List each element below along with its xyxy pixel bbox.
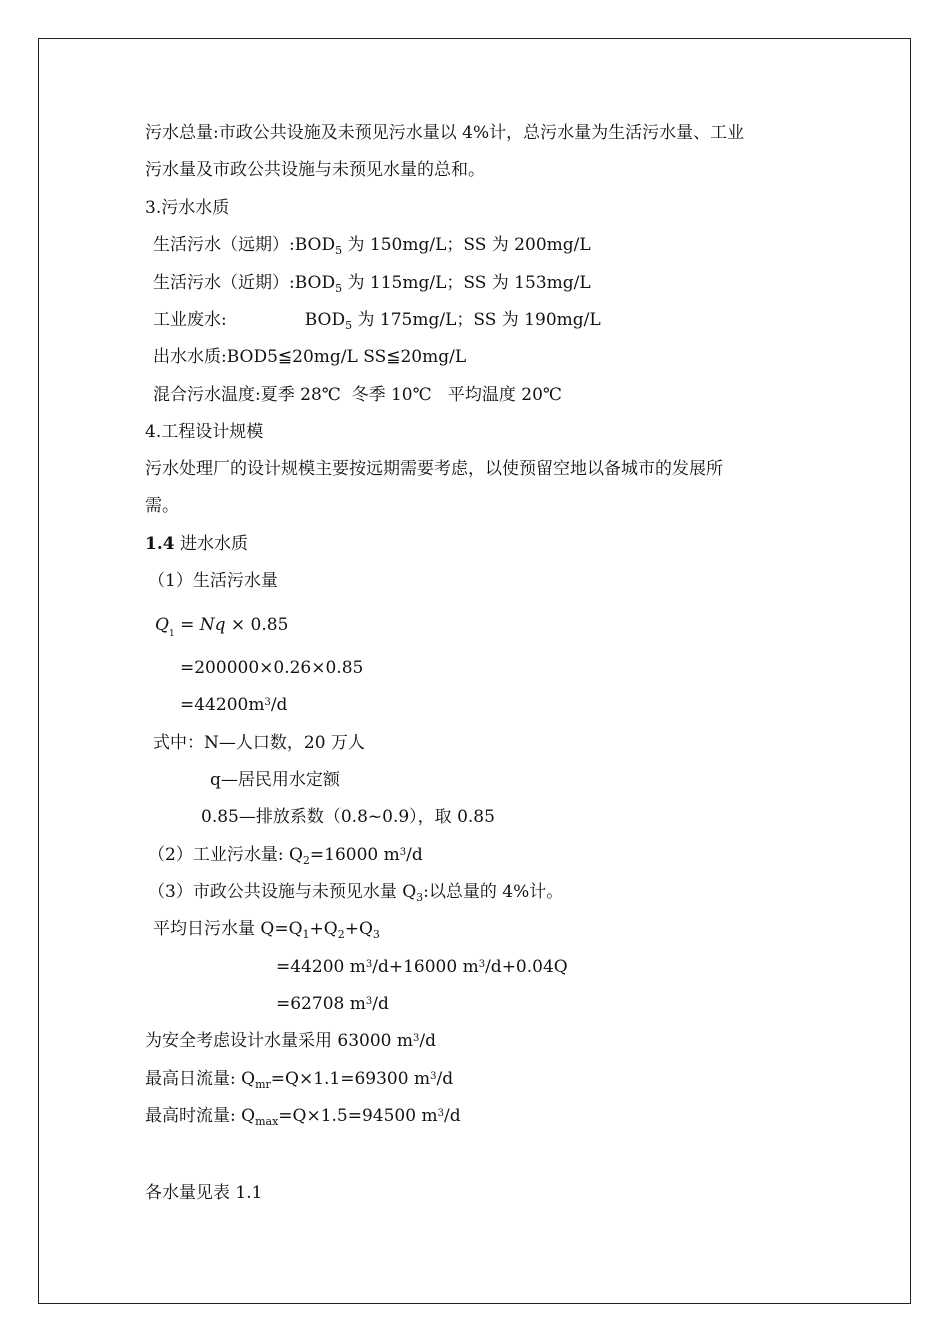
formula-legend-n: 式中：N—人口数，20 万人 (153, 733, 365, 753)
heading-influent-quality: 1.4 进水水质 (145, 534, 248, 554)
heading-design-scale: 4.工程设计规模 (145, 422, 264, 442)
quality-domestic-short-term: 生活污水（近期）$:BOD_5$ 为 115mg/L；SS 为 153mg/L (153, 273, 591, 295)
paragraph-total-sewage-1: 污水总量:市政公共设施及未预见污水量以 4%计，总污水量为生活污水量、工业 (145, 123, 745, 143)
paragraph-design-scale-2: 需。 (145, 496, 179, 516)
quality-domestic-long-term: 生活污水（远期）$:BOD_5$ 为 150mg/L；SS 为 200mg/L (153, 235, 591, 257)
formula-legend-factor: 0.85—排放系数（0.8~0.9），取 0.85 (201, 807, 495, 827)
formula-average-daily: 平均日污水量 $Q=Q_1+Q_2+Q_3$ (153, 919, 380, 941)
formula-q1: $Q_1 = Nq \times 0.85$ (155, 615, 289, 639)
max-hourly-flow: 最高时流量: $Q_{max}=Q\times 1.5=94500$ $m^3/d$ (145, 1106, 461, 1128)
formula-q1-result: $=44200m^3/d$ (180, 695, 288, 715)
formula-average-step1: =44200 $m^3/d+16000$ $m^3/d+0.04Q$ (276, 957, 568, 977)
formula-average-result: =62708 $m^3/d$ (276, 994, 389, 1014)
quality-industrial: 工业废水: $BOD_5$ 为 175mg/L；SS 为 190mg/L (153, 310, 601, 332)
paragraph-design-scale-1: 污水处理厂的设计规模主要按远期需要考虑，以使预留空地以备城市的发展所 (145, 459, 723, 479)
formula-q1-step1: =200000×0.26×0.85 (180, 658, 364, 678)
quality-effluent: 出水水质:BOD5≦20mg/L SS≦20mg/L (153, 347, 467, 367)
max-daily-flow: 最高日流量: $Q_{mr}=Q\times 1.1=69300$ $m^3/d$ (145, 1069, 454, 1091)
item-industrial-sewage: （2）工业污水量: $Q_2=16000$ $m^3/d$ (148, 845, 423, 867)
paragraph-total-sewage-2: 污水量及市政公共设施与未预见水量的总和。 (145, 160, 485, 180)
design-flow: 为安全考虑设计水量采用 63000 $m^3/d$ (145, 1031, 437, 1051)
formula-legend-q: q—居民用水定额 (210, 770, 340, 790)
table-reference: 各水量见表 1.1 (145, 1183, 263, 1203)
item-municipal-sewage: （3）市政公共设施与未预见水量 $Q_3$:以总量的 4%计。 (148, 882, 564, 904)
heading-water-quality: 3.污水水质 (145, 198, 230, 218)
item-domestic-sewage: （1）生活污水量 (148, 571, 278, 591)
mixed-sewage-temperature: 混合污水温度:夏季 28℃ 冬季 10℃ 平均温度 20℃ (153, 385, 562, 405)
